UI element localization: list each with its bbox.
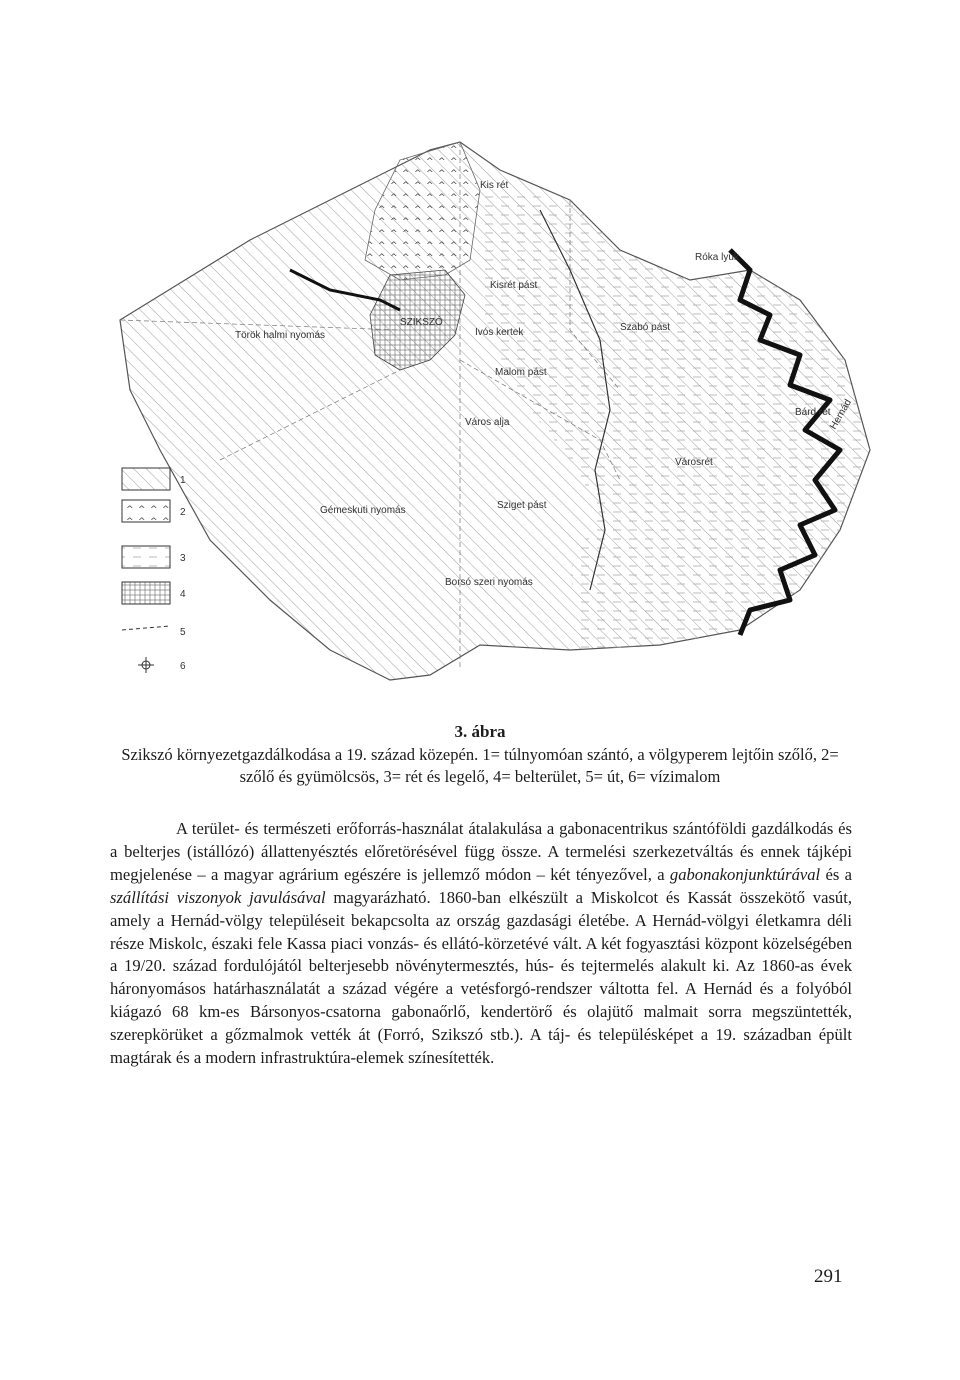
label-torok-halmi: Török halmi nyomás [235,330,326,341]
label-roka-lyuk: Róka lyuk [695,252,739,263]
label-bard-ret: Bárd rét [795,407,831,418]
label-borso-szeri: Borsó szeri nyomás [445,577,533,588]
label-kisret-past: Kisrét pást [490,280,538,291]
body-text [110,818,852,1070]
label-szikszo: SZIKSZÓ [400,317,443,328]
label-varos-ret: Városrét [675,457,713,468]
svg-text:3: 3 [180,553,186,564]
label-gemeskuti: Gémeskuti nyomás [320,505,406,516]
paragraph: A terület- és természeti erőforrás-használat átalakulása a gabonacentrikus szántóföldi gazdálkodás és a belterjes (istállózó) állattenyésztés előretörésével függ össze. A termelési szerkezetváltás és ennek tájképi megjelenése – a magyar agrárium egészére is jellemző módon – két tényezővel, a gabonakonjunktúrával és a szállítási viszonyok javulásával magyarázható. 1860-ban elkészült a Miskolcot és Kassát összekötő vasút, amely a Hernád-völgy településeit bekapcsolta az ország gazdasági életébe. A Hernád-völgyi életkamra déli része Miskolc, északi fele Kassa piaci vonzás- és ellátó-körzetévé vált. A két fogyasztási központ közelségében a 19/20. század fordulójától belterjesebb növénytermesztés, hús- és tejtermelés alakult ki. Az 1860-as évek háronyomásos határhasználatát a század végére a vetésforgó-rendszer váltotta fel. A Hernád és a folyóból kiágazó 68 km-es Bársonyos-csatorna gabonaőrlő, kendertörő és olajütő malmait sorra megszüntették, szerepkörüket a gőzmalmok vették át (Forró, Szikszó stb.). A táj- és településképet a 19. században épült magtárak és a modern infrastruktúra-elemek színesítették. [110,819,852,1068]
figure-title: 3. ábra [454,722,506,741]
label-river: Hernád [828,397,855,432]
label-malom-past: Malom pást [495,367,547,378]
label-ivos-kertek: Ivós kertek [475,327,524,338]
svg-text:2: 2 [180,507,186,518]
svg-text:4: 4 [180,589,186,600]
svg-text:5: 5 [180,627,186,638]
legend [122,468,186,673]
map-figure [100,130,880,720]
label-varos-alja: Város alja [465,417,510,428]
svg-text:6: 6 [180,661,186,672]
figure-caption: Szikszó környezetgazdálkodása a 19. század közepén. 1= túlnyomóan szántó, a völgyperem lejtőin szőlő, 2= szőlő és gyümölcsös, 3= rét és legelő, 4= belterület, 5= út, 6= vízimalom [121,745,839,786]
vineyard-zone [365,142,480,280]
label-kis-ret: Kis rét [480,180,509,191]
page-number: 291 [814,1266,843,1287]
label-sziget-past: Sziget pást [497,500,547,511]
svg-text:1: 1 [180,475,186,486]
label-szabo-past: Szabó pást [620,322,671,333]
